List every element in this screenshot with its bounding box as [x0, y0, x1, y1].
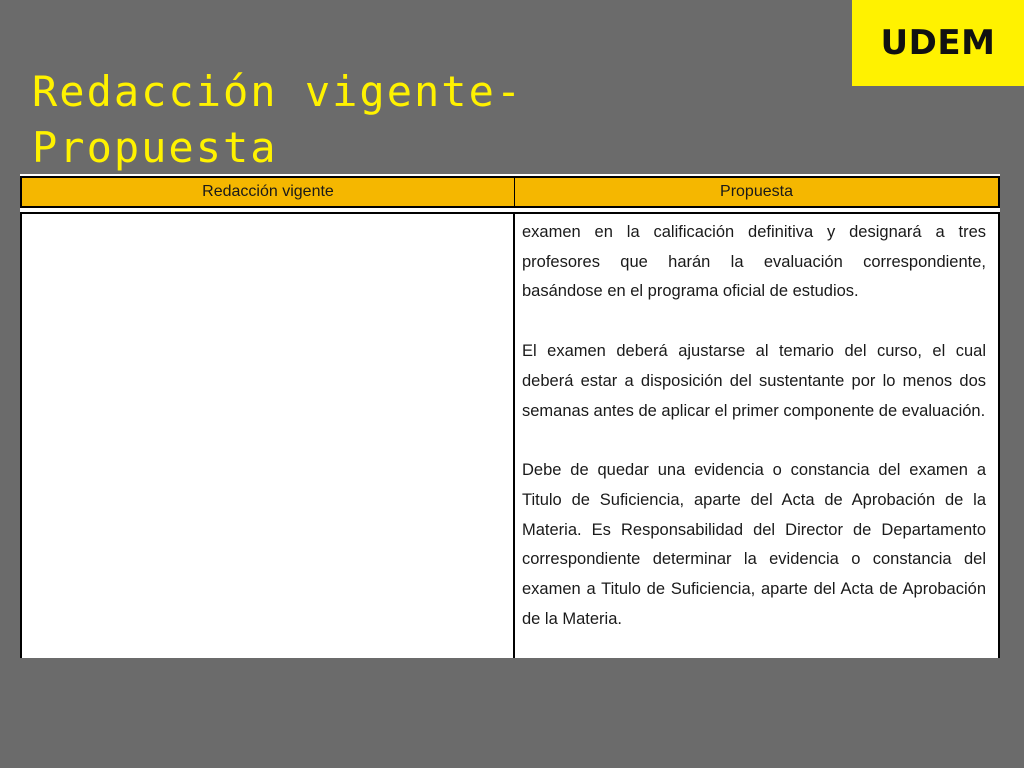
comparison-table: [20, 174, 1000, 658]
redaccion-vigente-cell: [20, 214, 515, 658]
udem-logo: [852, 0, 1024, 86]
slide-title: Redacción vigente- Propuesta: [32, 67, 524, 172]
table-body-row: [20, 212, 1000, 658]
column-header-propuesta: Propuesta: [515, 178, 1000, 206]
column-header-redaccion-vigente: Redacción vigente: [20, 178, 515, 206]
propuesta-cell: [515, 214, 1000, 658]
propuesta-paragraph: Debe de quedar una evidencia o constancia del examen a Titulo de Suficiencia, aparte del Acta de Aprobación de la Materia. Es Responsabilidad del Director de Departamento correspondiente determinar la evidencia o constancia del examen a Titulo de Suficiencia, aparte del Acta de Aprobación de la Materia.: [522, 461, 986, 628]
table-header-row: [20, 176, 1000, 208]
propuesta-paragraph: examen en la calificación definitiva y designará a tres profesores que harán la evaluación correspondiente, basándose en el programa oficial de estudios.: [522, 223, 986, 301]
logo-text: UDEM: [880, 23, 996, 63]
propuesta-paragraph: El examen deberá ajustarse al temario del curso, el cual deberá estar a disposición del sustentante por lo menos dos semanas antes de aplicar el primer componente de evaluación.: [522, 342, 986, 420]
